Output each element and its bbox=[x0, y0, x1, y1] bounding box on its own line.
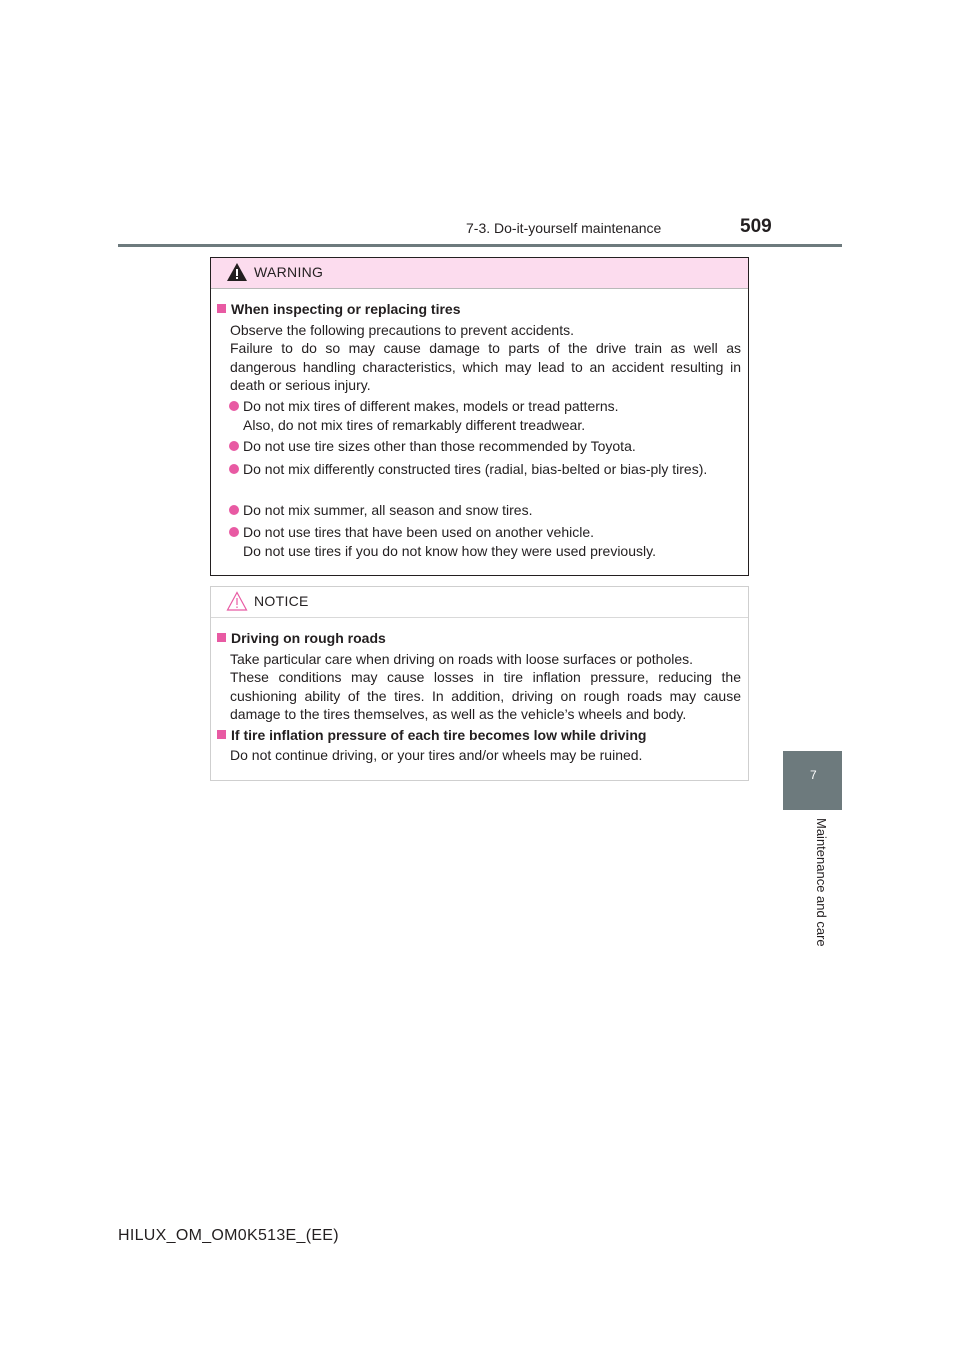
section-header: 7-3. Do-it-yourself maintenance bbox=[466, 220, 662, 236]
warning-intro-2: Failure to do so may cause damage to parts of the drive train as well as dangerous handling characteristics, which may lead to an accident resulting in death or serious injury. bbox=[230, 340, 741, 393]
bullet-dot-icon bbox=[229, 441, 239, 451]
warning-header bbox=[211, 258, 748, 289]
warning-section-title: When inspecting or replacing tires bbox=[217, 301, 460, 317]
list-item: Do not use tires that have been used on another vehicle. Do not use tires if you do not know how they were used previously. bbox=[229, 523, 743, 560]
notice-box bbox=[210, 586, 749, 781]
list-item: Do not mix summer, all season and snow tires. bbox=[229, 501, 743, 520]
list-item: Do not mix differently constructed tires (radial, bias-belted or bias-ply tires). bbox=[229, 460, 743, 479]
warning-triangle-icon bbox=[226, 262, 248, 282]
list-item: Do not mix tires of different makes, models or tread patterns. Also, do not mix tires of remarkably different treadwear. bbox=[229, 397, 743, 434]
warning-intro-1: Observe the following precautions to prevent accidents. bbox=[230, 322, 574, 338]
notice-para: These conditions may cause losses in tire inflation pressure, reducing the cushioning ability of the tires. In addition, driving on rough roads may cause damage to the tires themselves, as well as the vehicle’s wheels and body. bbox=[230, 669, 741, 722]
chapter-title: Maintenance and care bbox=[814, 818, 829, 947]
warning-box bbox=[210, 257, 749, 576]
page-number: 509 bbox=[740, 216, 772, 237]
notice-para: Do not continue driving, or your tires and/or wheels may be ruined. bbox=[230, 747, 643, 763]
bullet-dot-icon bbox=[229, 505, 239, 515]
square-bullet-icon bbox=[217, 633, 226, 642]
chapter-number: 7 bbox=[810, 768, 817, 782]
bullet-dot-icon bbox=[229, 401, 239, 411]
document-id: HILUX_OM_OM0K513E_(EE) bbox=[118, 1227, 339, 1244]
notice-section-title: If tire inflation pressure of each tire becomes low while driving bbox=[217, 727, 646, 743]
notice-header bbox=[211, 587, 748, 618]
notice-para: Take particular care when driving on roads with loose surfaces or potholes. bbox=[230, 651, 694, 667]
header-rule bbox=[118, 244, 842, 247]
bullet-dot-icon bbox=[229, 527, 239, 537]
square-bullet-icon bbox=[217, 304, 226, 313]
bullet-dot-icon bbox=[229, 464, 239, 474]
caution-triangle-icon bbox=[226, 591, 248, 611]
notice-label: NOTICE bbox=[254, 593, 309, 609]
square-bullet-icon bbox=[217, 730, 226, 739]
warning-label: WARNING bbox=[254, 264, 324, 280]
list-item: Do not use tire sizes other than those recommended by Toyota. bbox=[229, 437, 743, 456]
notice-section-title: Driving on rough roads bbox=[217, 630, 386, 646]
chapter-tab bbox=[783, 751, 842, 810]
